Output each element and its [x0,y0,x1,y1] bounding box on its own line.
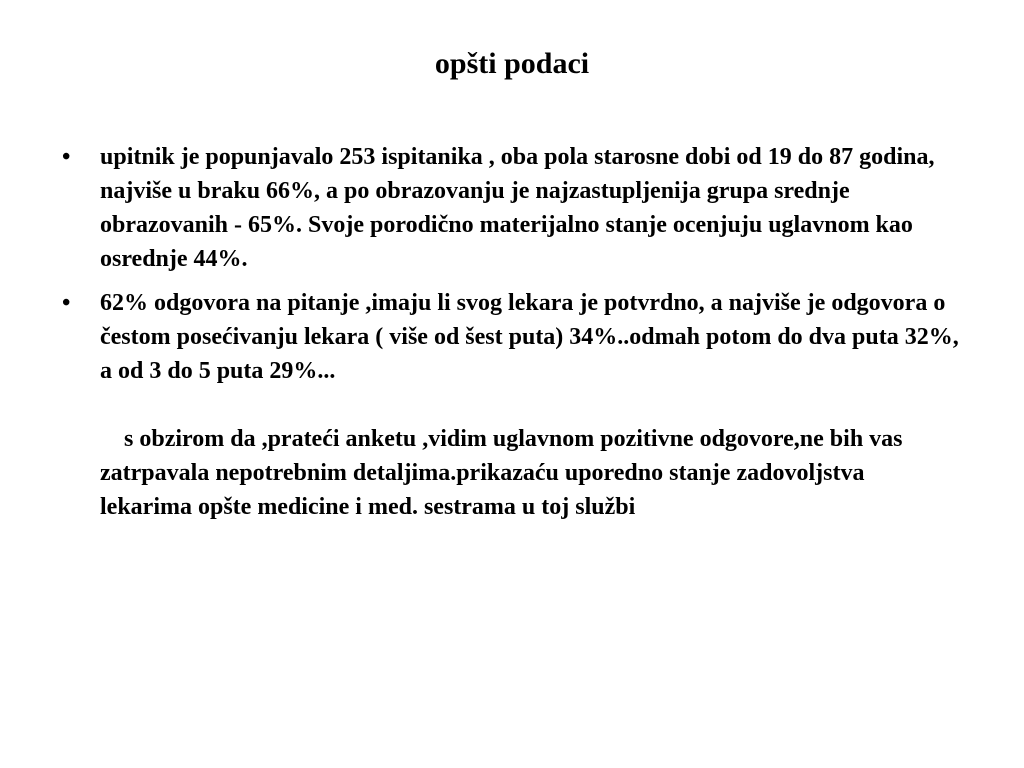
bullet-item [62,286,962,388]
slide-title: opšti podaci [434,47,590,80]
bullet-marker: • [62,290,71,316]
bullet-marker: • [62,144,71,170]
slide-content [62,140,962,524]
bullet-text: 62% odgovora na pitanje ,imaju li svog lekara je potvrdno, a najviše je odgovora o čestom posećivanju lekara ( više od šest puta) 34%..odmah potom do dva puta 32%, a od 3 do 5 puta 29%... [100,290,959,384]
bullet-item [62,140,962,276]
summary-paragraph: s obzirom da ,prateći anketu ,vidim uglavnom pozitivne odgovore,ne bih vas zatrpavala nepotrebnim detaljima.prikazaću uporedno stanje zadovoljstva lekarima opšte medicine i med. sestrama u toj službi [100,426,903,520]
bullet-text: upitnik je popunjavalo 253 ispitanika , oba pola starosne dobi od 19 do 87 godina, najviše u braku 66%, a po obrazovanju je najzastupljenija grupa srednje obrazovanih - 65%. Svoje porodično materijalno stanje ocenjuju uglavnom kao osrednje 44%. [100,144,935,272]
